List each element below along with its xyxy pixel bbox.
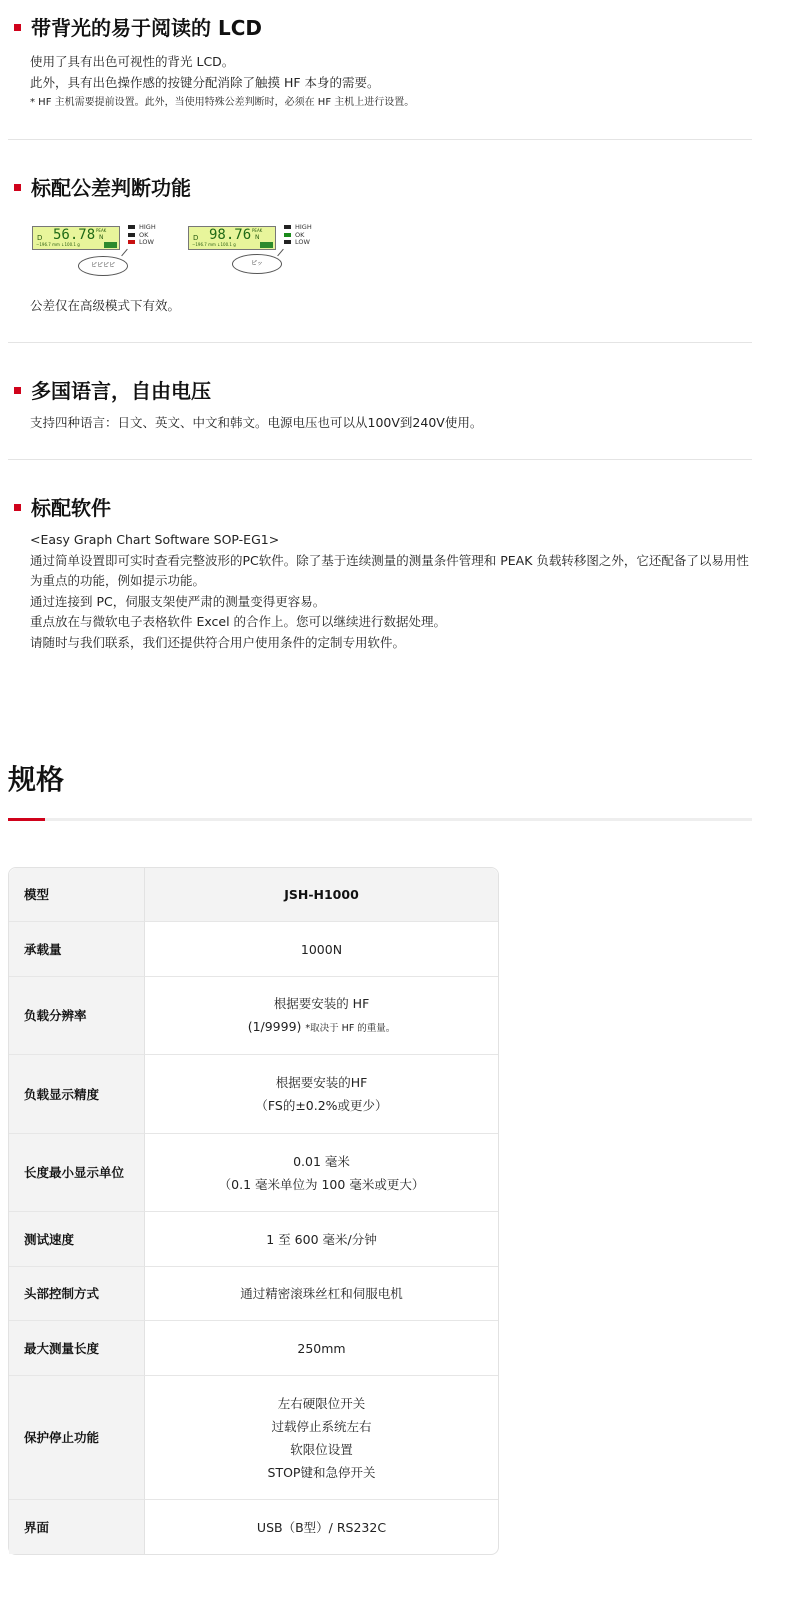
lamp-ok: OK <box>284 232 312 240</box>
bullet-square-icon <box>14 24 21 31</box>
section-body <box>30 296 752 317</box>
lamp-low: LOW <box>284 239 312 247</box>
spec-key: 模型 <box>9 868 145 922</box>
speech-bubble: ピッ <box>232 254 282 274</box>
lcd-screen <box>188 226 276 250</box>
spec-table <box>8 867 499 1555</box>
footnote: * HF 主机需要提前设置。此外，当使用特殊公差判断时，必须在 HF 主机上进行设置。 <box>30 97 415 108</box>
spec-value: 通过精密滚珠丝杠和伺服电机 <box>145 1267 498 1321</box>
table-row <box>9 1321 498 1376</box>
bullet-square-icon <box>14 387 21 394</box>
table-row <box>9 1267 498 1321</box>
lcd-value: 98.76 <box>209 227 252 243</box>
spec-key: 负载显示精度 <box>9 1055 145 1134</box>
section-body <box>30 413 752 434</box>
paragraph-line: 支持四种语言：日文、英文、中文和韩文。电源电压也可以从100V到240V使用。 <box>30 415 483 430</box>
spec-key: 保护停止功能 <box>9 1376 145 1500</box>
lamp-low: LOW <box>128 239 156 247</box>
table-row <box>9 977 498 1055</box>
lcd-peak: PEAK <box>252 228 263 233</box>
divider <box>8 139 752 140</box>
lcd-indicator-block <box>260 242 273 248</box>
table-row <box>9 1376 498 1500</box>
judgment-lamps <box>128 224 156 247</box>
bullet-square-icon <box>14 184 21 191</box>
paragraph-line: 使用了具有出色可视性的背光 LCD。 <box>30 54 235 69</box>
table-row <box>9 1500 498 1554</box>
spec-value: 左右硬限位开关 过载停止系统左右 软限位设置 STOP键和急停开关 <box>145 1376 498 1500</box>
section-heading: 多国语言，自由电压 <box>8 375 211 404</box>
divider <box>8 459 752 460</box>
paragraph-line: 此外，具有出色操作感的按键分配消除了触摸 HF 本身的需要。 <box>30 74 380 90</box>
lcd-subline: −196.7 mm ↓100.1 g <box>36 242 80 247</box>
lcd-subline: −196.7 mm ↓100.1 g <box>192 242 236 247</box>
spec-key: 界面 <box>9 1500 145 1554</box>
section-body <box>30 530 752 653</box>
spec-title: 规格 <box>8 763 65 796</box>
lcd-mode: D <box>193 234 199 242</box>
speech-bubble: ピピピピ <box>78 256 128 276</box>
lcd-indicator-block <box>104 242 117 248</box>
lamp-high: HIGH <box>128 224 156 232</box>
lcd-mode: D <box>37 234 43 242</box>
section-heading: 标配公差判断功能 <box>8 172 191 201</box>
spec-value: 1000N <box>145 922 498 977</box>
speech-bubble-tail <box>277 249 284 257</box>
spec-value: 0.01 毫米 （0.1 毫米单位为 100 毫米或更大） <box>145 1134 498 1212</box>
spec-value: 根据要安装的 HF (1/9999) *取决于 HF 的重量。 <box>145 977 498 1055</box>
table-row <box>9 868 498 922</box>
bullet-square-icon <box>14 504 21 511</box>
spec-key: 测试速度 <box>9 1212 145 1267</box>
spec-key: 负载分辨率 <box>9 977 145 1055</box>
section-heading: 标配软件 <box>8 492 111 521</box>
table-row <box>9 1134 498 1212</box>
spec-key: 最大测量长度 <box>9 1321 145 1376</box>
spec-title-underline <box>8 818 752 821</box>
paragraph-line: 重点放在与微软电子表格软件 Excel 的合作上。您可以继续进行数据处理。 <box>30 614 447 629</box>
paragraph-line: <Easy Graph Chart Software SOP-EG1> <box>30 532 280 547</box>
section-body <box>30 52 752 113</box>
paragraph-line: 公差仅在高级模式下有效。 <box>30 298 181 313</box>
lcd-screen <box>32 226 120 250</box>
lamp-high: HIGH <box>284 224 312 232</box>
paragraph-line: 通过连接到 PC，伺服支架使严肃的测量变得更容易。 <box>30 593 326 609</box>
paragraph-line: 请随时与我们联系，我们还提供符合用户使用条件的定制专用软件。 <box>30 634 406 650</box>
divider <box>8 342 752 343</box>
spec-key: 长度最小显示单位 <box>9 1134 145 1212</box>
lcd-value: 56.78 <box>53 227 96 243</box>
table-row <box>9 1055 498 1134</box>
lcd-unit: N <box>255 234 260 241</box>
spec-key: 承载量 <box>9 922 145 977</box>
section-heading: 带背光的易于阅读的 LCD <box>8 12 262 41</box>
speech-bubble-tail <box>121 249 128 257</box>
judgment-lamps <box>284 224 312 247</box>
spec-value: 250mm <box>145 1321 498 1376</box>
spec-value: 根据要安装的HF （FS的±0.2%或更少） <box>145 1055 498 1134</box>
table-row <box>9 922 498 977</box>
spec-key: 头部控制方式 <box>9 1267 145 1321</box>
spec-note: *取决于 HF 的重量。 <box>305 1022 396 1034</box>
spec-value: 1 至 600 毫米/分钟 <box>145 1212 498 1267</box>
lamp-ok: OK <box>128 232 156 240</box>
table-row <box>9 1212 498 1267</box>
spec-value: USB（B型）/ RS232C <box>256 1519 387 1535</box>
lcd-unit: N <box>99 234 104 241</box>
paragraph-line: 通过简单设置即可实时查看完整波形的PC软件。除了基于连续测量的测量条件管理和 PEAK 负载转移图之外，它还配备了以易用性为重点的功能，例如提示功能。 <box>30 552 749 588</box>
underline-accent <box>8 818 45 821</box>
spec-value: JSH-H1000 <box>145 868 498 922</box>
lcd-peak: PEAK <box>96 228 107 233</box>
